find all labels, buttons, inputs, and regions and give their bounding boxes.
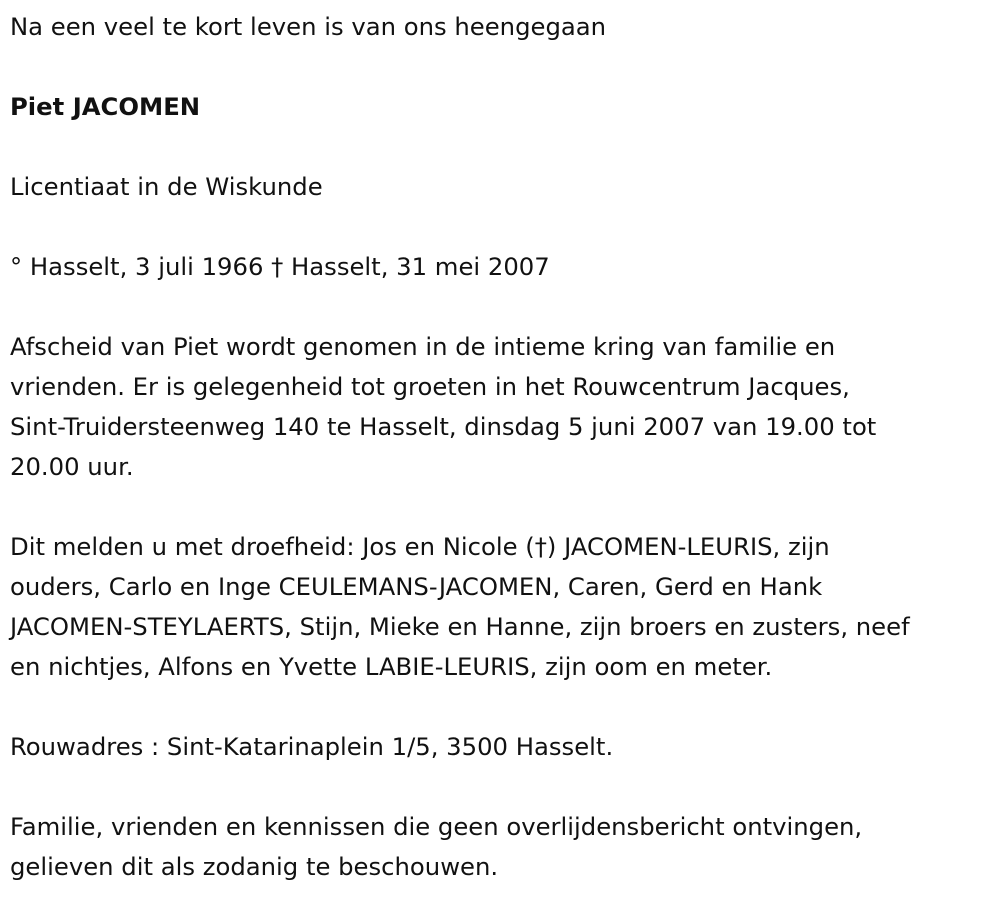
farewell-paragraph (10, 327, 990, 487)
farewell-line: Afscheid van Piet wordt genomen in de intieme kring van familie en (10, 332, 836, 361)
closing-paragraph (10, 807, 990, 887)
spacer (10, 767, 990, 807)
farewell-line: vrienden. Er is gelegenheid tot groeten in het Rouwcentrum Jacques, (10, 372, 850, 401)
announcers-line: JACOMEN-STEYLAERTS, Stijn, Mieke en Hanne, zijn broers en zusters, neef (10, 612, 910, 641)
announcers-line: en nichtjes, Alfons en Yvette LABIE-LEURIS, zijn oom en meter. (10, 652, 773, 681)
spacer (10, 487, 990, 527)
intro-line: Na een veel te kort leven is van ons heengegaan (10, 12, 607, 41)
mourning-address: Rouwadres : Sint-Katarinaplein 1/5, 3500 Hasselt. (10, 732, 614, 761)
farewell-line: 20.00 uur. (10, 452, 134, 481)
announcers-paragraph (10, 527, 990, 687)
spacer (10, 687, 990, 727)
spacer (10, 207, 990, 247)
farewell-line: Sint-Truidersteenweg 140 te Hasselt, dinsdag 5 juni 2007 van 19.00 tot (10, 412, 877, 441)
spacer (10, 287, 990, 327)
closing-line: Familie, vrienden en kennissen die geen overlijdensbericht ontvingen, (10, 812, 863, 841)
birth-death-dates: ° Hasselt, 3 juli 1966 † Hasselt, 31 mei 2007 (10, 252, 550, 281)
announcers-line: Dit melden u met droefheid: Jos en Nicole (†) JACOMEN-LEURIS, zijn (10, 532, 830, 561)
spacer (10, 127, 990, 167)
spacer (10, 47, 990, 87)
academic-title: Licentiaat in de Wiskunde (10, 172, 323, 201)
closing-line: gelieven dit als zodanig te beschouwen. (10, 852, 499, 881)
deceased-name: Piet JACOMEN (10, 92, 201, 121)
announcers-line: ouders, Carlo en Inge CEULEMANS-JACOMEN, Caren, Gerd en Hank (10, 572, 823, 601)
